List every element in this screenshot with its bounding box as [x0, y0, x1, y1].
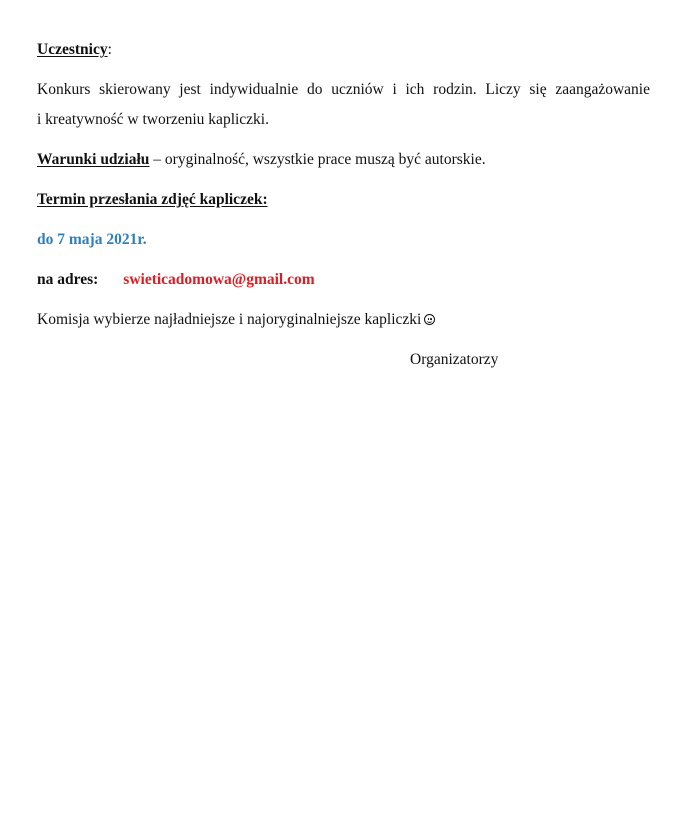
signature: Organizatorzy: [410, 351, 499, 368]
email-address: swieticadomowa@gmail.com: [123, 271, 315, 288]
deadline-date: do 7 maja 2021r.: [37, 231, 147, 248]
address-label: na adres:: [37, 271, 99, 288]
jury-line: [37, 311, 435, 329]
jury-text: Komisja wybierze najładniejsze i najoryginalniejsze kapliczki: [37, 311, 422, 328]
participants-text-line-2: i kreatywność w tworzeniu kapliczki.: [37, 111, 269, 128]
participants-heading: Uczestnicy: [37, 41, 108, 58]
conditions-text: – oryginalność, wszystkie prace muszą być autorskie.: [149, 151, 486, 168]
smiley-icon: [424, 314, 435, 325]
participants-text-line-1: Konkurs skierowany jest indywidualnie do uczniów i ich rodzin. Liczy się zaangażowanie: [37, 81, 650, 98]
conditions-line: [37, 151, 486, 169]
conditions-heading: Warunki udziału: [37, 151, 150, 168]
participants-heading-line: [37, 41, 112, 59]
deadline-heading: Termin przesłania zdjęć kapliczek:: [37, 191, 268, 208]
address-line: [37, 271, 315, 289]
participants-colon: :: [107, 41, 112, 58]
